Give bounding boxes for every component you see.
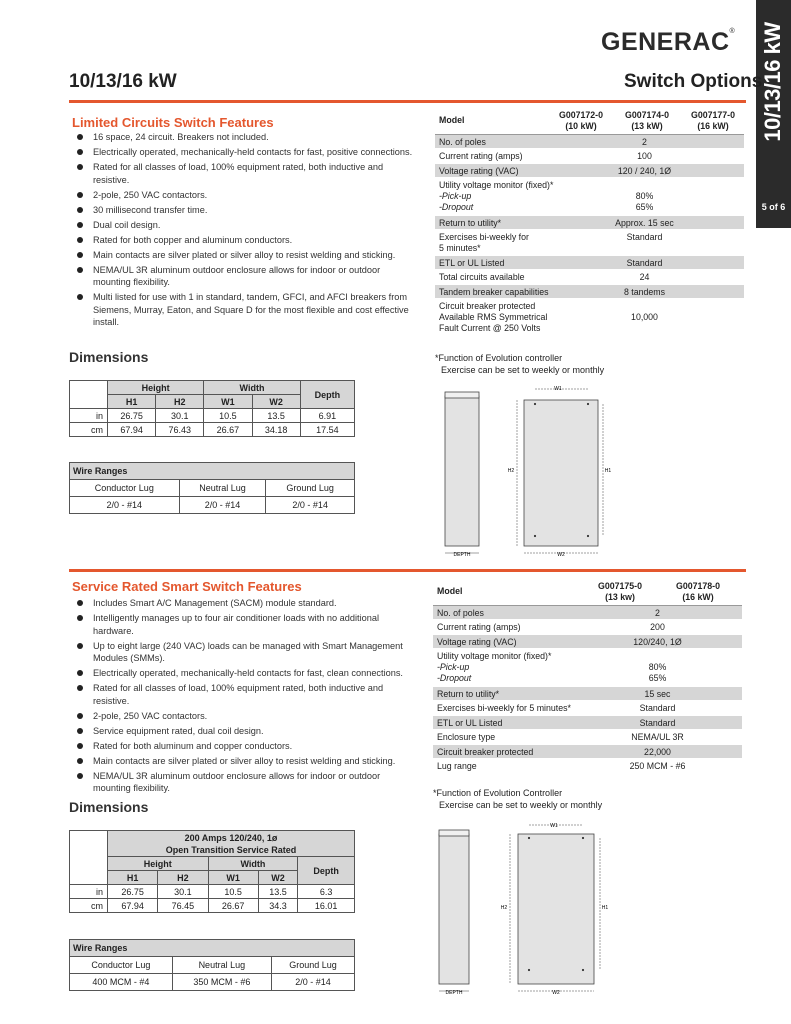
unit-cell: cm [70, 899, 108, 913]
table-cell: 76.43 [156, 423, 204, 437]
table-cell: 67.94 [108, 899, 158, 913]
table-row [70, 885, 355, 899]
h2-label: H2 [507, 468, 515, 474]
spec-row: Current rating (amps) 200 [433, 620, 742, 635]
model-header-row [433, 578, 742, 606]
model-column [589, 581, 651, 603]
feature-item: 2-pole, 250 VAC contactors. [72, 710, 417, 723]
model-code: G007174-0 [624, 110, 670, 120]
section2-dimensions-title: Dimensions [69, 799, 149, 815]
wire-header: Conductor Lug [70, 480, 180, 497]
feature-item: 30 millisecond transfer time. [72, 204, 417, 217]
section1-title: Limited Circuits Switch Features [72, 115, 274, 130]
spec-row: Exercises bi-weekly for 5 minutes* Standard [433, 701, 742, 716]
spec-row: No. of poles 2 [433, 606, 742, 620]
model-column [667, 581, 729, 603]
depth-label: DEPTH [453, 552, 471, 558]
h1-label: H1 [601, 905, 609, 911]
blank-cell [70, 831, 108, 885]
feature-item: Includes Smart A/C Management (SACM) module standard. [72, 597, 417, 610]
col-header: H2 [158, 871, 208, 885]
model-label: Model [439, 115, 465, 125]
height-header: Height [108, 857, 209, 871]
table-cell: 26.75 [108, 885, 158, 899]
table-cell: 26.67 [204, 423, 252, 437]
table-cell: 34.3 [258, 899, 298, 913]
section1-enclosure-drawing [440, 382, 610, 562]
model-column [682, 110, 744, 132]
spec-row: Return to utility* 15 sec [433, 687, 742, 701]
section1-footnote: *Function of Evolution controller Exercise can be set to weekly or monthly [435, 353, 605, 375]
brand-name: GENERAC [601, 28, 730, 56]
side-tab-label: 10/13/16 kW [760, 22, 785, 142]
col-header: W1 [204, 395, 252, 409]
section2-title: Service Rated Smart Switch Features [72, 579, 302, 594]
table-row [70, 423, 355, 437]
blank-cell [70, 381, 108, 409]
wire-ranges-title: Wire Ranges [70, 463, 355, 480]
model-code: G007177-0 [690, 110, 736, 120]
spec-row: ETL or UL Listed Standard [433, 716, 742, 730]
spec-row: ETL or UL Listed Standard [435, 256, 744, 270]
wire-header: Ground Lug [271, 957, 354, 974]
h1-label: H1 [604, 468, 612, 474]
section2-feature-list [72, 597, 417, 797]
feature-item: NEMA/UL 3R aluminum outdoor enclosure allows for indoor or outdoor mounting flexibility. [72, 770, 417, 795]
spec-row: Circuit breaker protected Available RMS Symmetrical Fault Current @ 250 Volts 10,000 [439, 301, 658, 333]
section2-footnote: *Function of Evolution Controller Exercise can be set to weekly or monthly [433, 788, 603, 810]
wire-header: Neutral Lug [179, 480, 266, 497]
model-code: G007175-0 [597, 581, 643, 591]
table-cell: 26.67 [208, 899, 258, 913]
section1-model-table [435, 107, 744, 337]
feature-item: Main contacts are silver plated or silver alloy to resist welding and sticking. [72, 249, 417, 262]
col-header: W2 [258, 871, 298, 885]
spec-row: Total circuits available 24 [435, 270, 744, 285]
wire-value: 400 MCM - #4 [70, 974, 173, 991]
section2-model-table [433, 578, 742, 774]
spec-row: Exercises bi-weekly for 5 minutes* Standard [435, 230, 744, 256]
model-size: (10 kW) [565, 121, 597, 131]
model-size: (16 kW) [682, 592, 714, 602]
wire-value: 350 MCM - #6 [172, 974, 271, 991]
unit-cell: cm [70, 423, 108, 437]
col-header: H1 [108, 871, 158, 885]
model-column [550, 110, 612, 132]
depth-header: Depth [300, 381, 354, 409]
spec-row: Tandem breaker capabilities 8 tandems [435, 285, 744, 299]
page-number: 5 of 6 [761, 202, 786, 212]
depth-header: Depth [298, 857, 355, 885]
table-row [70, 899, 355, 913]
section2-wire-ranges-table [69, 939, 355, 991]
feature-item: 16 space, 24 circuit. Breakers not included. [72, 131, 417, 144]
model-code: G007172-0 [558, 110, 604, 120]
spec-row: Voltage rating (VAC) 120/240, 1Ø [433, 635, 742, 649]
table-cell: 30.1 [156, 409, 204, 423]
table-cell: 26.75 [108, 409, 156, 423]
wire-value: 2/0 - #14 [271, 974, 354, 991]
w1-label: W1 [554, 386, 562, 392]
table-cell: 6.91 [300, 409, 354, 423]
table-cell: 6.3 [298, 885, 355, 899]
height-header: Height [108, 381, 204, 395]
col-header: W1 [208, 871, 258, 885]
feature-item: Rated for both aluminum and copper conductors. [72, 740, 417, 753]
header-rule [69, 100, 746, 103]
table-cell: 17.54 [300, 423, 354, 437]
feature-item: Electrically operated, mechanically-held contacts for fast, positive connections. [72, 146, 417, 159]
h2-label: H2 [500, 905, 508, 911]
spec-row: Current rating (amps) 100 [435, 149, 744, 164]
spec-row: Utility voltage monitor (fixed)* -Pick-up -Dropout 80% 65% [433, 649, 742, 687]
section2-enclosure-drawing [434, 820, 614, 1000]
table-row [70, 409, 355, 423]
generac-logo [601, 28, 751, 56]
col-header: H1 [108, 395, 156, 409]
model-label: Model [437, 586, 463, 596]
table-cell: 16.01 [298, 899, 355, 913]
w2-label: W2 [557, 552, 565, 558]
width-header: Width [204, 381, 300, 395]
feature-item: Up to eight large (240 VAC) loads can be managed with Smart Management Modules (SMMs). [72, 640, 417, 665]
side-tab [756, 0, 791, 228]
section1-dimensions-table [69, 380, 355, 437]
spec-row: Enclosure type NEMA/UL 3R [433, 730, 742, 745]
wire-header: Neutral Lug [172, 957, 271, 974]
feature-item: Rated for both copper and aluminum conductors. [72, 234, 417, 247]
wire-value: 2/0 - #14 [70, 497, 180, 514]
table-banner: 200 Amps 120/240, 1ø Open Transition Service Rated [108, 831, 355, 857]
brand-mark: ® [729, 28, 735, 35]
feature-item: Rated for all classes of load, 100% equipment rated, both inductive and resistive. [72, 682, 417, 707]
section1-wire-ranges-table [69, 462, 355, 514]
section1-dimensions-title: Dimensions [69, 349, 149, 365]
section1-feature-list [72, 131, 417, 331]
feature-item: 2-pole, 250 VAC contactors. [72, 189, 417, 202]
spec-row: Utility voltage monitor (fixed)* -Pick-up -Dropout 80% 65% [435, 178, 744, 216]
spec-row: No. of poles 2 [435, 135, 744, 149]
model-header-row [435, 107, 744, 135]
col-header: W2 [252, 395, 300, 409]
w2-label: W2 [552, 990, 560, 996]
spec-row: Circuit breaker protected 22,000 [433, 745, 742, 759]
page-subtitle: Switch Options [624, 71, 763, 92]
feature-item: Electrically operated, mechanically-held contacts for fast, clean connections. [72, 667, 417, 680]
depth-label: DEPTH [445, 990, 463, 996]
table-cell: 13.5 [252, 409, 300, 423]
spec-row: Return to utility* Approx. 15 sec [435, 216, 744, 230]
feature-item: Rated for all classes of load, 100% equipment rated, both inductive and resistive. [72, 161, 417, 186]
table-cell: 76.45 [158, 899, 208, 913]
unit-cell: in [70, 885, 108, 899]
page-title: 10/13/16 kW [69, 71, 177, 92]
wire-value: 2/0 - #14 [179, 497, 266, 514]
model-size: (13 kW) [631, 121, 663, 131]
unit-cell: in [70, 409, 108, 423]
wire-value: 2/0 - #14 [266, 497, 355, 514]
table-cell: 34.18 [252, 423, 300, 437]
model-code: G007178-0 [675, 581, 721, 591]
col-header: H2 [156, 395, 204, 409]
model-column [616, 110, 678, 132]
wire-header: Conductor Lug [70, 957, 173, 974]
table-cell: 30.1 [158, 885, 208, 899]
width-header: Width [208, 857, 298, 871]
model-size: (13 kw) [605, 592, 635, 602]
w1-label: W1 [550, 823, 558, 829]
model-size: (16 kW) [697, 121, 729, 131]
feature-item: Multi listed for use with 1 in standard, tandem, GFCI, and AFCI breakers from Siemens, Murray, Eaton, and Square D for the most flexible and cost effective install. [72, 291, 417, 329]
feature-item: Intelligently manages up to four air conditioner loads with no additional hardware. [72, 612, 417, 637]
table-cell: 10.5 [204, 409, 252, 423]
table-cell: 13.5 [258, 885, 298, 899]
spec-row: Lug range 250 MCM - #6 [437, 761, 686, 771]
feature-item: NEMA/UL 3R aluminum outdoor enclosure allows for indoor or outdoor mounting flexibility. [72, 264, 417, 289]
feature-item: Main contacts are silver plated or silver alloy to resist welding and sticking. [72, 755, 417, 768]
wire-header: Ground Lug [266, 480, 355, 497]
table-cell: 67.94 [108, 423, 156, 437]
spec-row: Voltage rating (VAC) 120 / 240, 1Ø [435, 164, 744, 178]
feature-item: Dual coil design. [72, 219, 417, 232]
section2-dimensions-table [69, 830, 355, 913]
feature-item: Service equipment rated, dual coil design. [72, 725, 417, 738]
table-cell: 10.5 [208, 885, 258, 899]
section-divider-rule [69, 569, 746, 572]
wire-ranges-title: Wire Ranges [70, 940, 355, 957]
